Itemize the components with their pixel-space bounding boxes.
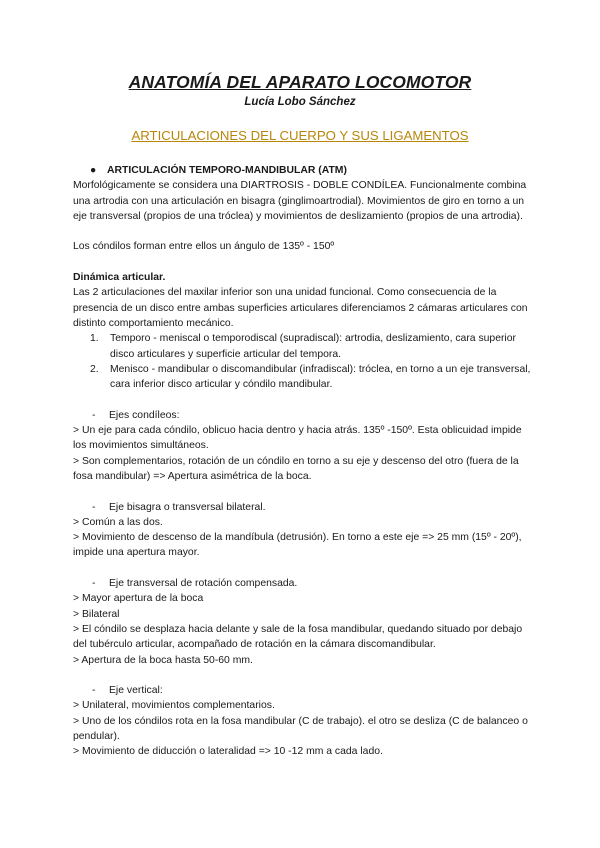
list-item-number: 1. — [90, 333, 99, 345]
atm-heading-text: ARTICULACIÓN TEMPORO-MANDIBULAR (ATM) — [107, 165, 347, 176]
dash-marker: - — [92, 409, 96, 421]
eje-rotacion-title — [73, 576, 531, 591]
eje-line: > Un eje para cada cóndilo, oblicuo hacia dentro y hacia atrás. 135º -150º. Esta oblicuidad impide los movimientos simultáneos. — [73, 425, 522, 452]
eje-vertical-title — [73, 683, 531, 698]
eje-line: > Bilateral — [73, 608, 120, 620]
eje-line: > Movimiento de descenso de la mandíbula (detrusión). En torno a este eje => 25 mm (15º - 20º), impide una apertura mayor. — [73, 532, 522, 559]
eje-line: > Mayor apertura de la boca — [73, 593, 204, 605]
eje-line: > Uno de los cóndilos rota en la fosa mandibular (C de trabajo). el otro se desliza (C de balanceo o pendular). — [73, 715, 528, 742]
eje-line: > Unilateral, movimientos complementarios. — [73, 700, 275, 712]
document-title: ANATOMÍA DEL APARATO LOCOMOTOR — [128, 72, 472, 92]
list-item — [73, 362, 531, 393]
eje-title-text: Eje transversal de rotación compensada. — [109, 578, 298, 590]
eje-line: > Apertura de la boca hasta 50-60 mm. — [73, 654, 253, 666]
dash-marker: - — [92, 685, 96, 697]
atm-intro: Morfológicamente se considera una DIARTROSIS - DOBLE CONDÍLEA. Funcionalmente combina una artrodia con una articulación en bisagra (ginglimoartrodial). Movimientos de giro en torno a un eje transversal (propios de una tróclea) y movimientos de deslizamiento (propios de una artrodia). — [73, 180, 527, 222]
atm-angle: Los cóndilos forman entre ellos un ángulo de 135º - 150º — [73, 241, 335, 253]
document-author: Lucía Lobo Sánchez — [244, 96, 356, 108]
eje-condileos-title — [73, 408, 531, 423]
eje-title-text: Eje vertical: — [109, 685, 163, 697]
eje-title-text: Ejes condíleos: — [109, 409, 180, 421]
dinamica-intro: Las 2 articulaciones del maxilar inferior son una unidad funcional. Como consecuencia de la presencia de un disco entre ambas superficies articulares diferenciamos 2 cámaras articulares con distinto comportamiento mecánico. — [73, 287, 528, 329]
eje-line: > El cóndilo se desplaza hacia delante y sale de la fosa mandibular, quedando situado por debajo del tubérculo articular, acompañado de rotación en la cámara discomandibular. — [73, 623, 523, 651]
document-body — [73, 163, 531, 760]
eje-bisagra-title — [73, 500, 531, 515]
list-item-text: Temporo - meniscal o temporodiscal (supradiscal): artrodia, deslizamiento, cara superior disco articulares y superficie articular del tempora. — [110, 333, 516, 360]
dash-marker: - — [92, 578, 96, 590]
section-title: ARTICULACIONES DEL CUERPO Y SUS LIGAMENTOS — [131, 128, 469, 143]
eje-line: > Son complementarios, rotación de un cóndilo en torno a su eje y descenso del otro (fuera de la fosa mandibular) => Apertura asimétrica de la boca. — [73, 455, 519, 482]
list-item — [73, 331, 531, 362]
dash-marker: - — [92, 501, 96, 513]
list-item-text: Menisco - mandibular o discomandibular (infradiscal): tróclea, en torno a un eje transversal, cara inferior disco articular y cóndilo mandibular. — [110, 363, 531, 391]
eje-line: > Común a las dos. — [73, 516, 163, 528]
list-item-number: 2. — [90, 363, 99, 375]
atm-heading — [73, 163, 531, 178]
bullet-icon: ● — [90, 165, 97, 176]
eje-line: > Movimiento de diducción o lateralidad => 10 -12 mm a cada lado. — [73, 746, 383, 758]
dinamica-heading: Dinámica articular. — [73, 272, 166, 284]
eje-title-text: Eje bisagra o transversal bilateral. — [109, 501, 266, 513]
